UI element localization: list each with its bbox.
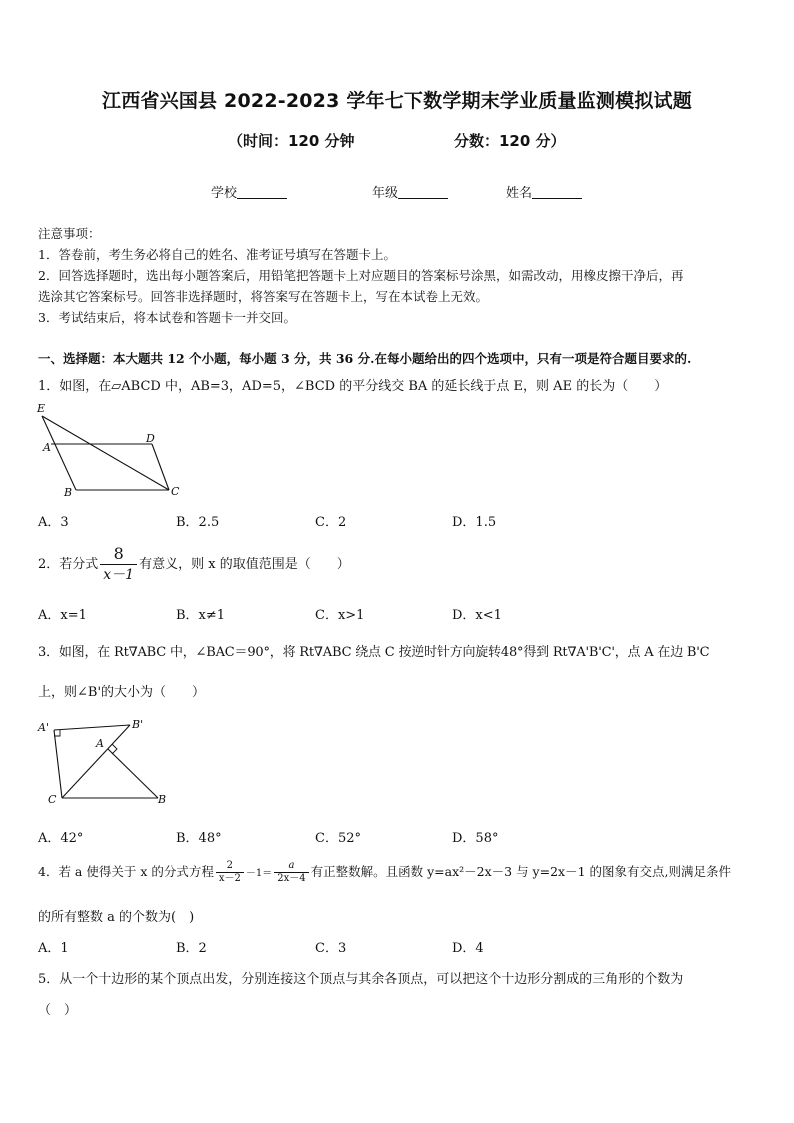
- q4-fraction-1: [216, 860, 244, 885]
- label-C: C: [48, 793, 57, 806]
- q2-fraction: [100, 544, 137, 585]
- name-label: 姓名: [506, 186, 533, 201]
- question-3-line2: 上，则∠B'的大小为（ ）: [38, 685, 206, 700]
- question-1-text: 1．如图，在▱ABCD 中，AB=3，AD=5，∠BCD 的平分线交 BA 的延长线于点 E，则 AE 的长为（ ）: [38, 379, 668, 394]
- q4-mid: －1＝: [245, 868, 273, 879]
- school-blank[interactable]: [237, 185, 287, 199]
- q2-option-c[interactable]: C．x>1: [315, 608, 365, 623]
- q2-frac-num: 8: [100, 544, 137, 565]
- q3-option-b[interactable]: B．48°: [176, 831, 222, 846]
- school-label: 学校: [211, 186, 238, 201]
- school-field: [211, 182, 287, 201]
- q3-triangle-figure: [34, 712, 184, 812]
- q2-option-b[interactable]: B．x≠1: [176, 608, 226, 623]
- note-item: 1．答卷前，考生务必将自己的姓名、准考证号填写在答题卡上。: [38, 247, 396, 262]
- question-4-line2: 的所有整数 a 的个数为( ): [38, 910, 195, 925]
- q2-frac-den: x－1: [103, 567, 135, 583]
- question-2-text: [38, 544, 350, 585]
- q4-fraction-2: [274, 860, 308, 885]
- label-D: D: [146, 432, 155, 445]
- q4-frac2-num: a: [274, 860, 308, 873]
- question-3-line1: 3．如图，在 Rt∇ABC 中，∠BAC＝90°，将 Rt∇ABC 绕点 C 按逆时针方向旋转48°得到 Rt∇A'B'C'，点 A 在边 B'C: [38, 645, 710, 660]
- label-B: B: [64, 486, 73, 499]
- q4-option-a[interactable]: A．1: [38, 941, 69, 956]
- page-title: 江西省兴国县 2022-2023 学年七下数学期末学业质量监测模拟试题: [102, 90, 692, 112]
- note-item: 3．考试结束后，将本试卷和答题卡一并交回。: [38, 310, 296, 325]
- q4-prefix: 4．若 a 使得关于 x 的分式方程: [38, 864, 214, 879]
- q2-option-d[interactable]: D．x<1: [452, 608, 502, 623]
- notes-heading: 注意事项：: [38, 226, 101, 241]
- q4-option-c[interactable]: C．3: [315, 941, 347, 956]
- label-E: E: [37, 402, 46, 415]
- question-5-line1: 5．从一个十边形的某个顶点出发，分别连接这个顶点与其余各顶点，可以把这个十边形分割成的三角形的个数为: [38, 972, 684, 987]
- q1-option-a[interactable]: A．3: [38, 515, 69, 530]
- q1-option-c[interactable]: C．2: [315, 515, 347, 530]
- question-5-line2: （ ）: [38, 1003, 78, 1018]
- name-blank[interactable]: [532, 185, 582, 199]
- grade-label: 年级: [372, 186, 399, 201]
- q2-option-a[interactable]: A．x=1: [38, 608, 87, 623]
- q3-option-c[interactable]: C．52°: [315, 831, 361, 846]
- q1-option-b[interactable]: B．2.5: [176, 515, 220, 530]
- q4-option-b[interactable]: B．2: [176, 941, 207, 956]
- note-item: 选涂其它答案标号。回答非选择题时，将答案写在答题卡上，写在本试卷上无效。: [38, 289, 489, 304]
- q1-parallelogram-figure: [34, 400, 194, 500]
- grade-blank[interactable]: [398, 185, 448, 199]
- label-A: A: [43, 441, 51, 454]
- exam-time: （时间：120 分钟: [228, 132, 355, 150]
- label-B: B: [158, 793, 167, 806]
- note-item: 2．回答选择题时，选出每小题答案后，用铅笔把答题卡上对应题目的答案标号涂黑，如需改动，用橡皮擦干净后，再: [38, 268, 684, 283]
- label-A-prime: A': [38, 721, 49, 734]
- label-C: C: [171, 485, 180, 498]
- label-A: A: [96, 737, 104, 750]
- section-heading: 一、选择题：本大题共 12 个小题，每小题 3 分，共 36 分.在每小题给出的四个选项中，只有一项是符合题目要求的.: [38, 351, 692, 366]
- q2-suffix: 有意义，则 x 的取值范围是（ ）: [139, 557, 350, 572]
- q4-suffix: 有正整数解。且函数 y=ax²－2x－3 与 y=2x－1 的图象有交点,则满足条件: [310, 864, 731, 879]
- q4-frac1-num: 2: [216, 860, 244, 873]
- q3-option-a[interactable]: A．42°: [38, 831, 84, 846]
- question-4-line1: [38, 860, 731, 885]
- label-B-prime: B': [132, 718, 144, 731]
- q3-option-d[interactable]: D．58°: [452, 831, 499, 846]
- grade-field: [372, 182, 448, 201]
- exam-score: 分数：120 分）: [454, 132, 566, 150]
- q2-prefix: 2．若分式: [38, 557, 99, 572]
- q1-option-d[interactable]: D．1.5: [452, 515, 497, 530]
- q4-frac1-den: x－2: [218, 873, 241, 884]
- name-field: [506, 182, 582, 201]
- q4-frac2-den: 2x－4: [277, 873, 306, 884]
- q4-option-d[interactable]: D．4: [452, 941, 484, 956]
